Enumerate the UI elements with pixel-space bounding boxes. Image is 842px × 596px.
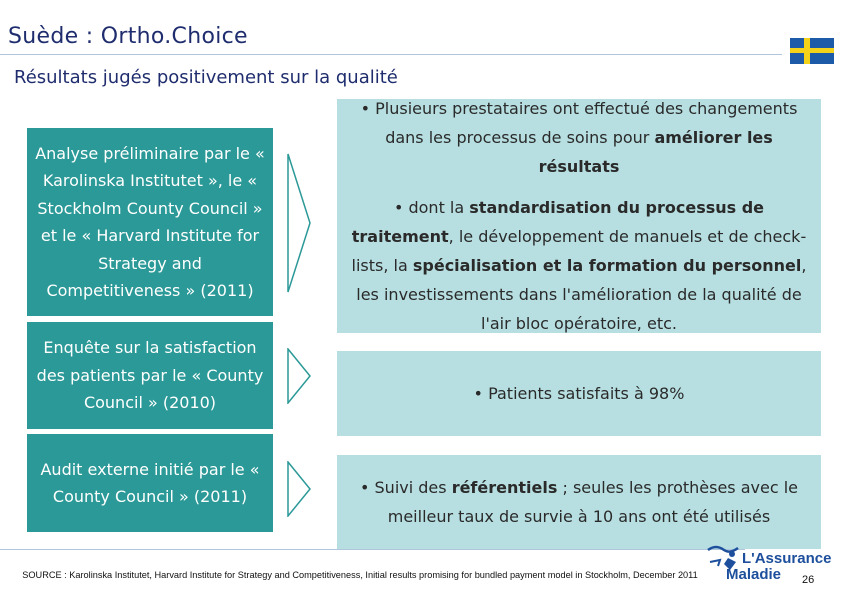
arrow-right-icon bbox=[287, 348, 311, 404]
result-paragraph-1: • Plusieurs prestataires ont effectué des changements dans les processus de soins pour améliorer les résultats bbox=[360, 99, 798, 176]
logo-text-assurance: L'Assurance bbox=[742, 550, 832, 567]
left-box-text: Audit externe initié par le « County Council » (2011) bbox=[40, 459, 260, 506]
left-box-text: Analyse préliminaire par le « Karolinska Institutet », le « Stockholm County Council » et le « Harvard Institute for Strategy and Competitiveness » (2011) bbox=[35, 143, 265, 300]
page-title: Suède : Ortho.Choice bbox=[8, 24, 248, 49]
logo-text-maladie: Maladie bbox=[726, 566, 782, 583]
left-box-preliminary-analysis bbox=[27, 128, 273, 316]
left-box-external-audit bbox=[27, 434, 273, 532]
title-divider bbox=[0, 54, 782, 55]
right-box-referentials bbox=[337, 455, 821, 549]
result-paragraph: • Patients satisfaits à 98% bbox=[473, 384, 685, 403]
right-box-improvements bbox=[337, 99, 821, 333]
left-box-satisfaction-survey bbox=[27, 322, 273, 429]
footer-divider bbox=[0, 549, 745, 550]
right-box-satisfaction bbox=[337, 351, 821, 436]
arrow-right-icon bbox=[287, 461, 311, 517]
page-subtitle: Résultats jugés positivement sur la qualité bbox=[14, 67, 398, 88]
result-paragraph-2: • dont la standardisation du processus de traitement, le développement de manuels et de check-lists, la spécialisation et la formation du personnel, les investissements dans l'amélioration de la qualité de l'air bloc opératoire, etc. bbox=[351, 198, 807, 333]
source-note: SOURCE : Karolinska Institutet, Harvard Institute for Strategy and Competitiveness, Initial results promising for bundled payment model in Stockholm, December 2011 bbox=[22, 570, 698, 580]
result-paragraph: • Suivi des référentiels ; seules les prothèses avec le meilleur taux de survie à 10 ans ont été utilisés bbox=[360, 478, 798, 526]
left-box-text: Enquête sur la satisfaction des patients par le « County Council » (2010) bbox=[36, 338, 264, 413]
sweden-flag-icon bbox=[790, 38, 834, 64]
arrow-right-icon bbox=[287, 153, 311, 293]
page-number: 26 bbox=[802, 574, 815, 586]
